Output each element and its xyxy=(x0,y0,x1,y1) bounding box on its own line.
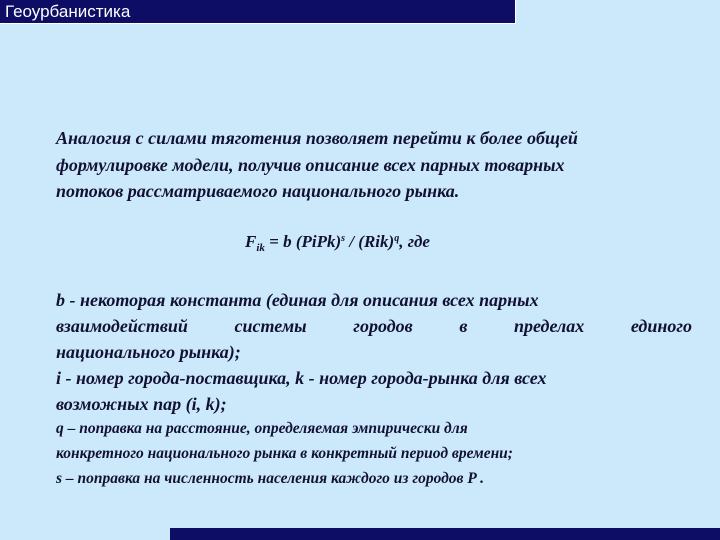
formula-lhs-subscript: ik xyxy=(256,242,265,254)
formula-exponent-s: s xyxy=(341,233,346,244)
formula-eq: = b (PiPk) xyxy=(264,232,342,251)
definition-word: единого xyxy=(630,316,692,336)
formula-tail: , где xyxy=(399,232,430,251)
definition-line: i - номер города-поставщика, k - номер города-рынка для всех xyxy=(56,368,547,388)
intro-paragraph xyxy=(56,125,692,205)
intro-line: потоков рассматриваемого национального рынка. xyxy=(56,181,460,201)
definition-word: системы xyxy=(234,316,307,336)
definition-word: городов xyxy=(353,316,413,336)
slide-title: Геоурбанистика xyxy=(5,2,131,21)
definition-line: возможных пар (i, k); xyxy=(56,394,227,414)
formula-mid: / (Rik) xyxy=(345,232,395,251)
title-bar xyxy=(0,0,516,24)
corrections-paragraph xyxy=(56,416,692,491)
correction-line: конкретного национального рынка в конкретный период времени; xyxy=(56,445,513,462)
definition-word: пределах xyxy=(513,316,585,336)
definition-line: национального рынка); xyxy=(56,342,241,362)
gravity-formula xyxy=(245,232,430,254)
definition-word: в xyxy=(459,316,468,336)
definition-line-justified xyxy=(56,313,692,339)
correction-line: q – поправка на расстояние, определяемая эмпирически для xyxy=(56,420,468,437)
footer-bar xyxy=(170,528,720,540)
formula-exponent-q: q xyxy=(394,233,400,244)
intro-line: Аналогия с силами тяготения позволяет перейти к более общей xyxy=(56,128,578,148)
definition-word: взаимодействий xyxy=(56,316,188,336)
intro-line: формулировке модели, получив описание всех парных товарных xyxy=(56,154,565,175)
formula-lhs: F xyxy=(245,232,257,251)
definitions-paragraph xyxy=(56,287,692,417)
definition-line: b - некоторая константа (единая для описания всех парных xyxy=(56,290,539,310)
correction-line: s – поправка на численность населения каждого из городов P . xyxy=(56,470,484,487)
